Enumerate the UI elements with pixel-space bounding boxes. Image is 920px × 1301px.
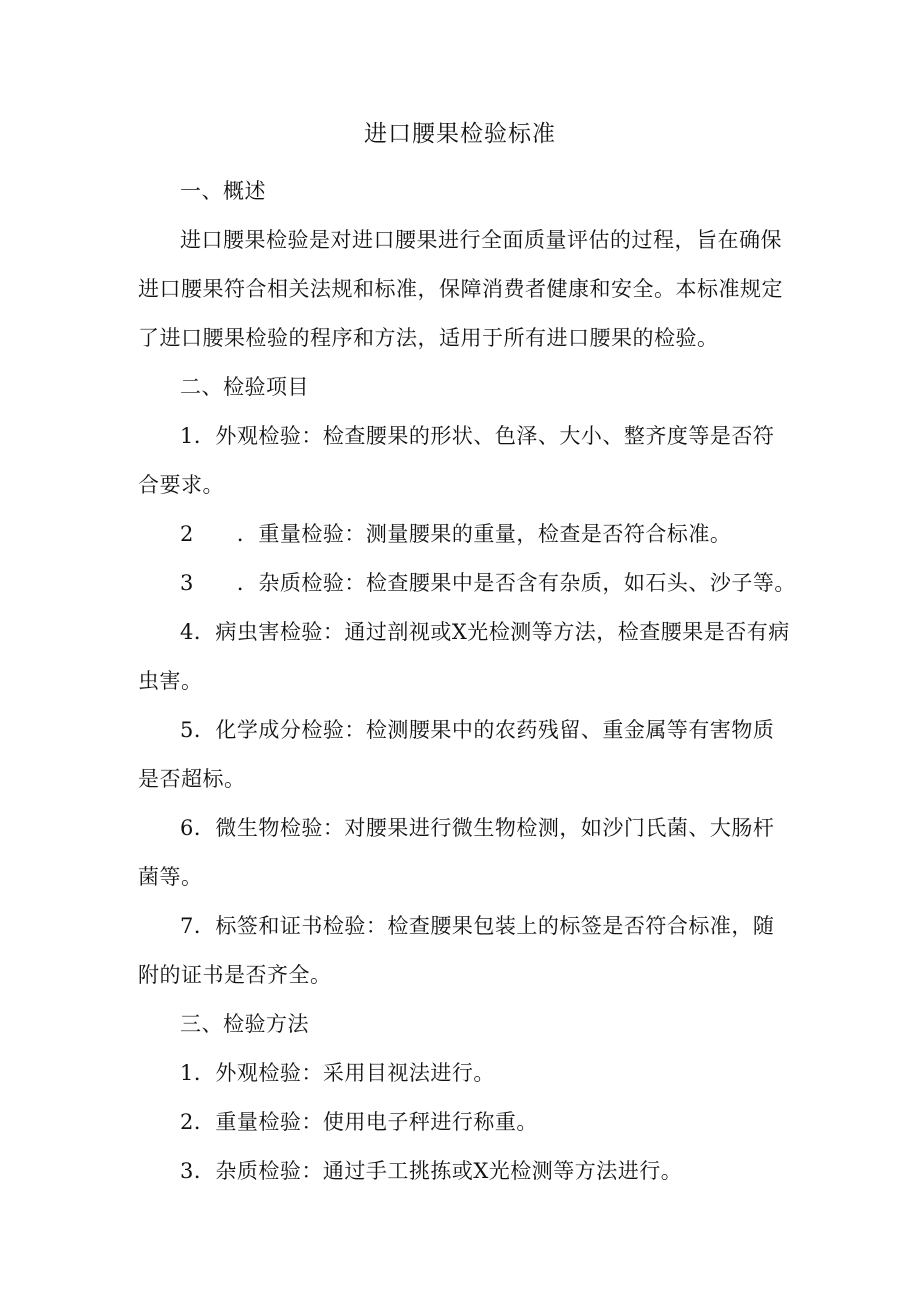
document-title: 进口腰果检验标准 [364,121,556,147]
item-7-line-1: 7．标签和证书检验：检查腰果包装上的标签是否符合标准，随 [180,914,775,938]
section-heading-methods: 三、检验方法 [180,1012,309,1036]
item-7-line-2: 附的证书是否齐全。 [138,963,332,987]
item-3-line-1: 3 ．杂质检验：检查腰果中是否含有杂质，如石头、沙子等。 [180,571,796,595]
overview-paragraph-line-1: 进口腰果检验是对进口腰果进行全面质量评估的过程，旨在确保 [180,228,782,252]
item-2-line-1: 2 ．重量检验：测量腰果的重量，检查是否符合标准。 [180,522,732,546]
item-6-line-2: 菌等。 [138,865,203,889]
item-1-line-2: 合要求。 [138,473,224,497]
item-1-line-1: 1．外观检验：检查腰果的形状、色泽、大小、整齐度等是否符 [180,424,775,448]
item-4-line-1: 4．病虫害检验：通过剖视或X光检测等方法，检查腰果是否有病 [180,620,790,644]
item-6-line-1: 6．微生物检验：对腰果进行微生物检测，如沙门氏菌、大肠杆 [180,816,775,840]
method-1: 1．外观检验：采用目视法进行。 [180,1061,495,1085]
section-heading-overview: 一、概述 [180,179,266,203]
section-heading-items: 二、检验项目 [180,375,309,399]
method-3: 3．杂质检验：通过手工挑拣或X光检测等方法进行。 [180,1159,683,1183]
overview-paragraph-line-2: 进口腰果符合相关法规和标准，保障消费者健康和安全。本标准规定 [138,277,783,301]
item-5-line-1: 5．化学成分检验：检测腰果中的农药残留、重金属等有害物质 [180,718,775,742]
overview-paragraph-line-3: 了进口腰果检验的程序和方法，适用于所有进口腰果的检验。 [138,326,719,350]
method-2: 2．重量检验：使用电子秤进行称重。 [180,1110,538,1134]
item-4-line-2: 虫害。 [138,669,203,693]
item-5-line-2: 是否超标。 [138,767,246,791]
